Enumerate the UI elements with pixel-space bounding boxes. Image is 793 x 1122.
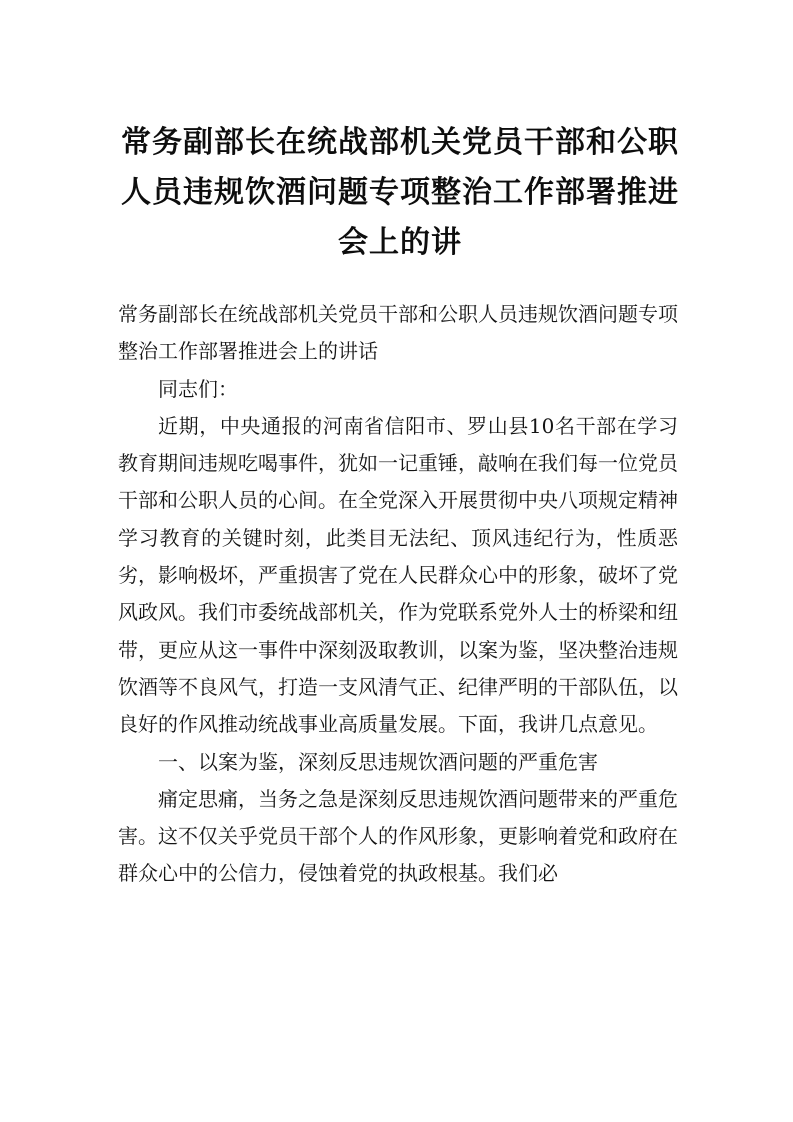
document-body [118,296,678,893]
document-title: 常务副部长在统战部机关党员干部和公职人员违规饮酒问题专项整治工作部署推进会上的讲 [121,125,679,260]
salutation-paragraph: 同志们： [158,376,238,401]
section-heading-1: 一、以案为鉴，深刻反思违规饮酒问题的严重危害 [158,749,598,774]
intro-paragraph: 近期，中央通报的河南省信阳市、罗山县10名干部在学习教育期间违规吃喝事件，犹如一记重锤，敲响在我们每一位党员干部和公职人员的心间。在全党深入开展贯彻中央八项规定精神学习教育的关键时刻，此类目无法纪、顶风违纪行为，性质恶劣，影响极坏，严重损害了党在人民群众心中的形象，破坏了党风政风。我们市委统战部机关，作为党联系党外人士的桥梁和纽带，更应从这一事件中深刻汲取教训，以案为鉴，坚决整治违规饮酒等不良风气，打造一支风清气正、纪律严明的干部队伍，以良好的作风推动统战事业高质量发展。下面，我讲几点意见。 [118,413,678,737]
repeated-title-paragraph: 常务副部长在统战部机关党员干部和公职人员违规饮酒问题专项整治工作部署推进会上的讲话 [118,302,678,364]
section-1-paragraph: 痛定思痛，当务之急是深刻反思违规饮酒问题带来的严重危害。这不仅关乎党员干部个人的作风形象，更影响着党和政府在群众心中的公信力，侵蚀着党的执政根基。我们必 [118,786,678,886]
